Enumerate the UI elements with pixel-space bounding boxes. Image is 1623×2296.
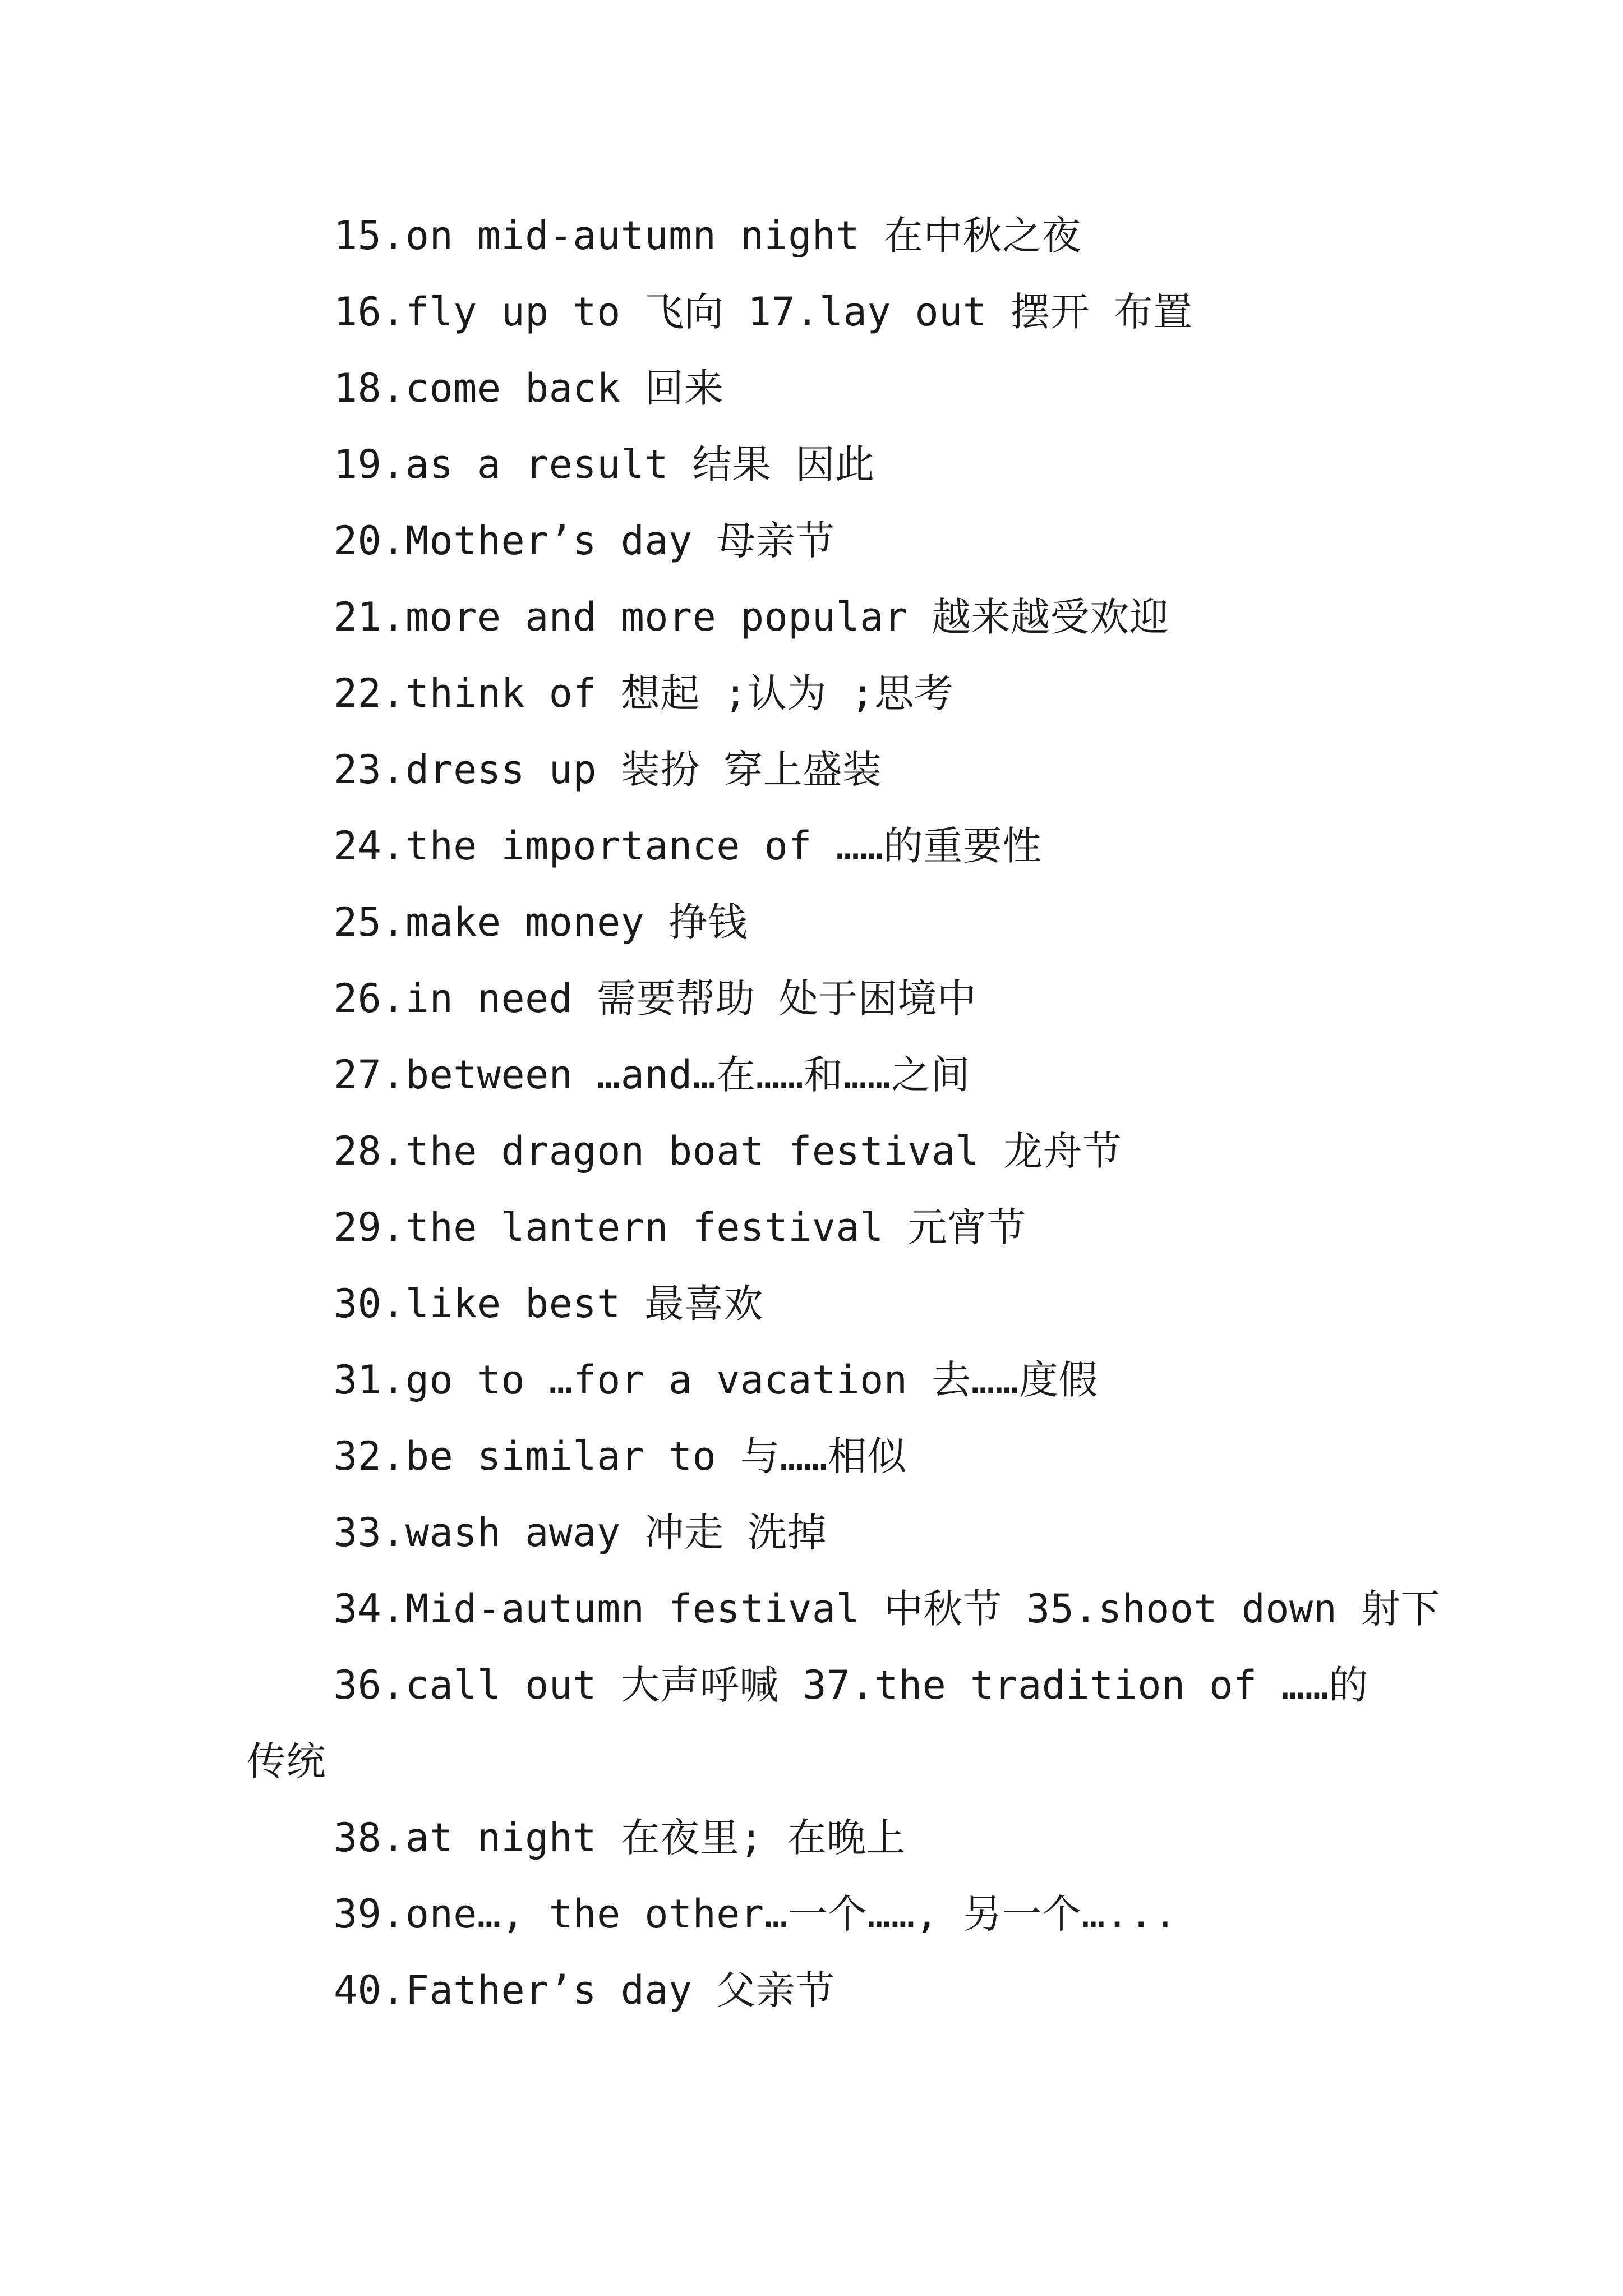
phrase-line-39: 39.one…, the other…一个……, 另一个…... — [334, 1891, 1177, 1937]
phrase-line-22: 22.think of 想起 ;认为 ;思考 — [334, 670, 954, 716]
phrase-line-38: 38.at night 在夜里; 在晚上 — [334, 1815, 906, 1861]
phrase-line-24: 24.the importance of ……的重要性 — [334, 823, 1042, 869]
phrase-line-40: 40.Father’s day 父亲节 — [334, 1967, 835, 2013]
phrase-line-16-17: 16.fly up to 飞向 17.lay out 摆开 布置 — [334, 289, 1193, 335]
phrase-line-19: 19.as a result 结果 因此 — [334, 441, 875, 487]
phrase-line-36-37: 36.call out 大声呼喊 37.the tradition of ……的 — [334, 1662, 1369, 1708]
phrase-line-33: 33.wash away 冲走 洗掉 — [334, 1510, 827, 1556]
phrase-line-23: 23.dress up 装扮 穿上盛装 — [334, 747, 882, 793]
phrase-line-20: 20.Mother’s day 母亲节 — [334, 518, 835, 564]
phrase-line-21: 21.more and more popular 越来越受欢迎 — [334, 594, 1169, 640]
phrase-line-18: 18.come back 回来 — [334, 365, 724, 411]
phrase-line-31: 31.go to …for a vacation 去……度假 — [334, 1357, 1098, 1403]
phrase-line-32: 32.be similar to 与……相似 — [334, 1433, 907, 1479]
phrase-line-15: 15.on mid-autumn night 在中秋之夜 — [334, 213, 1082, 259]
phrase-line-37-continued: 传统 — [247, 1738, 326, 1784]
phrase-line-25: 25.make money 挣钱 — [334, 899, 748, 945]
phrase-line-34-35: 34.Mid-autumn festival 中秋节 35.shoot down 射下 — [334, 1586, 1440, 1632]
phrase-line-30: 30.like best 最喜欢 — [334, 1281, 763, 1327]
phrase-line-29: 29.the lantern festival 元宵节 — [334, 1204, 1026, 1250]
phrase-line-27: 27.between …and…在……和……之间 — [334, 1052, 970, 1098]
phrase-line-28: 28.the dragon boat festival 龙舟节 — [334, 1128, 1122, 1174]
phrase-line-26: 26.in need 需要帮助 处于困境中 — [334, 976, 977, 1022]
